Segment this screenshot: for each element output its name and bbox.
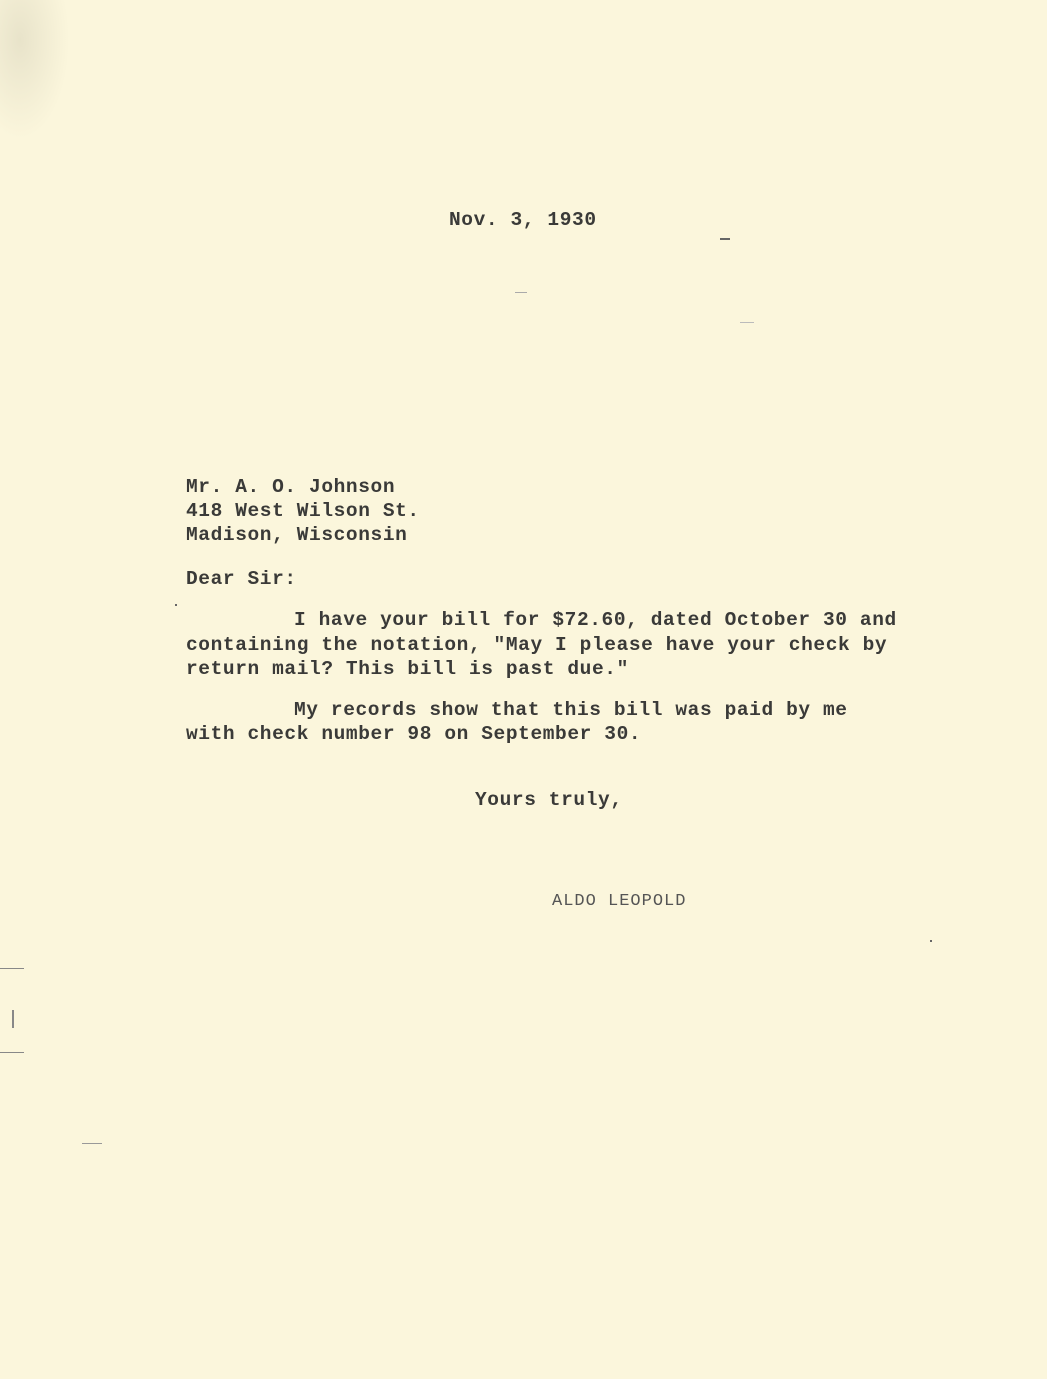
paper-mark (12, 1010, 14, 1028)
paragraph1-line: I have your bill for $72.60, dated October 30 and (294, 609, 897, 631)
paper-mark (515, 292, 527, 293)
paper-crease (0, 0, 70, 140)
paper-mark (0, 1052, 24, 1053)
paragraph1-line: containing the notation, "May I please have your check by (186, 634, 888, 656)
recipient-street: 418 West Wilson St. (186, 500, 420, 522)
paper-mark (930, 940, 932, 942)
paper-mark (740, 322, 754, 323)
paper-mark (720, 238, 730, 240)
paper-mark (0, 968, 24, 969)
recipient-city: Madison, Wisconsin (186, 524, 408, 546)
paper-mark (82, 1143, 102, 1144)
recipient-name: Mr. A. O. Johnson (186, 476, 396, 498)
paragraph2-line: My records show that this bill was paid by me (294, 699, 848, 721)
letter-date: Nov. 3, 1930 (449, 209, 597, 231)
paragraph2-line: with check number 98 on September 30. (186, 723, 642, 745)
closing: Yours truly, (475, 789, 623, 811)
signature: ALDO LEOPOLD (552, 892, 687, 911)
paper-mark (175, 604, 177, 606)
salutation: Dear Sir: (186, 568, 297, 590)
paragraph1-line: return mail? This bill is past due." (186, 658, 629, 680)
